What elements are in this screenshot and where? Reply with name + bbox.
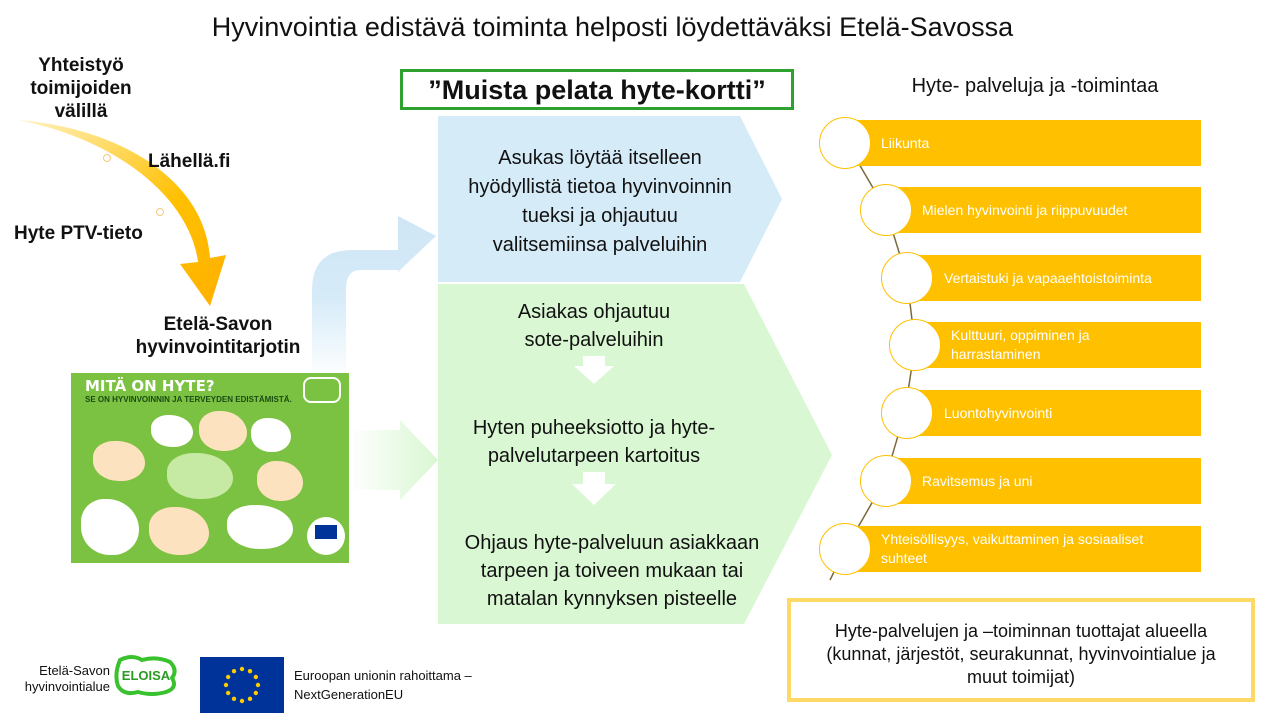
hyte-poster-image — [71, 373, 349, 563]
curve-dot-1 — [104, 155, 111, 162]
page-title: Hyvinvointia edistävä toiminta helposti löydettäväksi Etelä-Savossa — [211, 12, 1014, 42]
eu-star-icon — [254, 675, 258, 679]
hyte-list-title: Hyte- palveluja ja -toimintaa — [911, 75, 1159, 97]
poster-blob — [93, 441, 145, 481]
hyte-item-yhteisollisyys: Yhteisöllisyys, vaikuttaminen ja sosiaaliset suhteet — [845, 526, 1201, 572]
eu-star-icon — [240, 699, 244, 703]
hyte-circle — [889, 319, 941, 371]
green-step-2: Hyten puheeksiotto ja hyte- palvelutarpeen kartoitus — [472, 417, 716, 467]
hyte-circle — [819, 117, 871, 169]
curved-arrow — [18, 120, 226, 306]
green-right-arrow — [350, 420, 438, 500]
eu-star-icon — [224, 683, 228, 687]
poster-eloisa-logo — [303, 377, 341, 403]
org-logo-text: Etelä-Savon hyvinvointialue — [24, 663, 110, 694]
eu-star-icon — [240, 667, 244, 671]
poster-eu-flag-icon — [315, 525, 337, 539]
poster-blob — [199, 411, 247, 451]
label-tarjotin: Etelä-Savon hyvinvointitarjotin — [135, 314, 301, 358]
eu-funding-text: Euroopan unionin rahoittama – NextGenerationEU — [294, 668, 472, 702]
hyte-item-mielen-hyvinvointi: Mielen hyvinvointi ja riippuvuudet — [886, 187, 1201, 233]
poster-subtitle: SE ON HYVINVOINNIN JA TERVEYDEN EDISTÄMISTÄ. — [85, 395, 292, 404]
eu-star-icon — [254, 691, 258, 695]
green-step-3: Ohjaus hyte-palveluun asiakkaan tarpeen ja toiveen mukaan tai matalan kynnyksen pisteelle — [464, 532, 760, 610]
poster-blob — [151, 415, 193, 447]
label-hyte-ptv: Hyte PTV-tieto — [14, 223, 143, 244]
hyte-circle — [819, 523, 871, 575]
hyte-item-vertaistuki: Vertaistuki ja vapaaehtoistoiminta — [907, 255, 1201, 301]
eu-star-icon — [226, 675, 230, 679]
eu-star-icon — [248, 697, 252, 701]
eu-star-icon — [232, 697, 236, 701]
hyte-circle — [881, 387, 933, 439]
providers-box: Hyte-palvelujen ja –toiminnan tuottajat alueella (kunnat, järjestöt, seurakunnat, hyvinvointialue ja muut toimijat) — [787, 598, 1255, 702]
hyte-circle — [860, 184, 912, 236]
eu-star-icon — [232, 669, 236, 673]
poster-blob — [257, 461, 303, 501]
hyte-circle — [881, 252, 933, 304]
blue-bent-arrow — [312, 216, 436, 380]
label-lahella: Lähellä.fi — [148, 151, 231, 172]
poster-blob — [251, 418, 291, 452]
green-step-1: Asiakas ohjautuu sote-palveluihin — [517, 301, 671, 351]
blue-arrow-text: Asukas löytää itselleen hyödyllistä tietoa hyvinvoinnin tueksi ja ohjautuu valitsemiinsa palveluihin — [468, 147, 732, 256]
poster-blob — [227, 505, 293, 549]
hyte-item-luontohyvinvointi: Luontohyvinvointi — [907, 390, 1201, 436]
hyte-circle — [860, 455, 912, 507]
eu-star-icon — [226, 691, 230, 695]
poster-title: MITÄ ON HYTE? — [85, 377, 215, 395]
quote-box: ”Muista pelata hyte-kortti” — [400, 69, 794, 110]
eloisa-logo — [112, 652, 182, 698]
label-yhteistyo: Yhteistyö toimijoiden välillä — [30, 55, 132, 122]
eloisa-logo-text: ELOISA — [121, 668, 171, 683]
hyte-item-kulttuuri: Kulttuuri, oppiminen ja harrastaminen — [915, 322, 1201, 368]
curve-dot-2 — [157, 209, 164, 216]
poster-blob — [149, 507, 209, 555]
poster-center-blob — [167, 453, 233, 499]
eu-flag-icon — [200, 657, 284, 713]
hyte-item-liikunta: Liikunta — [845, 120, 1201, 166]
eu-star-icon — [256, 683, 260, 687]
poster-blob — [81, 499, 139, 555]
eu-star-icon — [248, 669, 252, 673]
hyte-item-ravitsemus: Ravitsemus ja uni — [886, 458, 1201, 504]
